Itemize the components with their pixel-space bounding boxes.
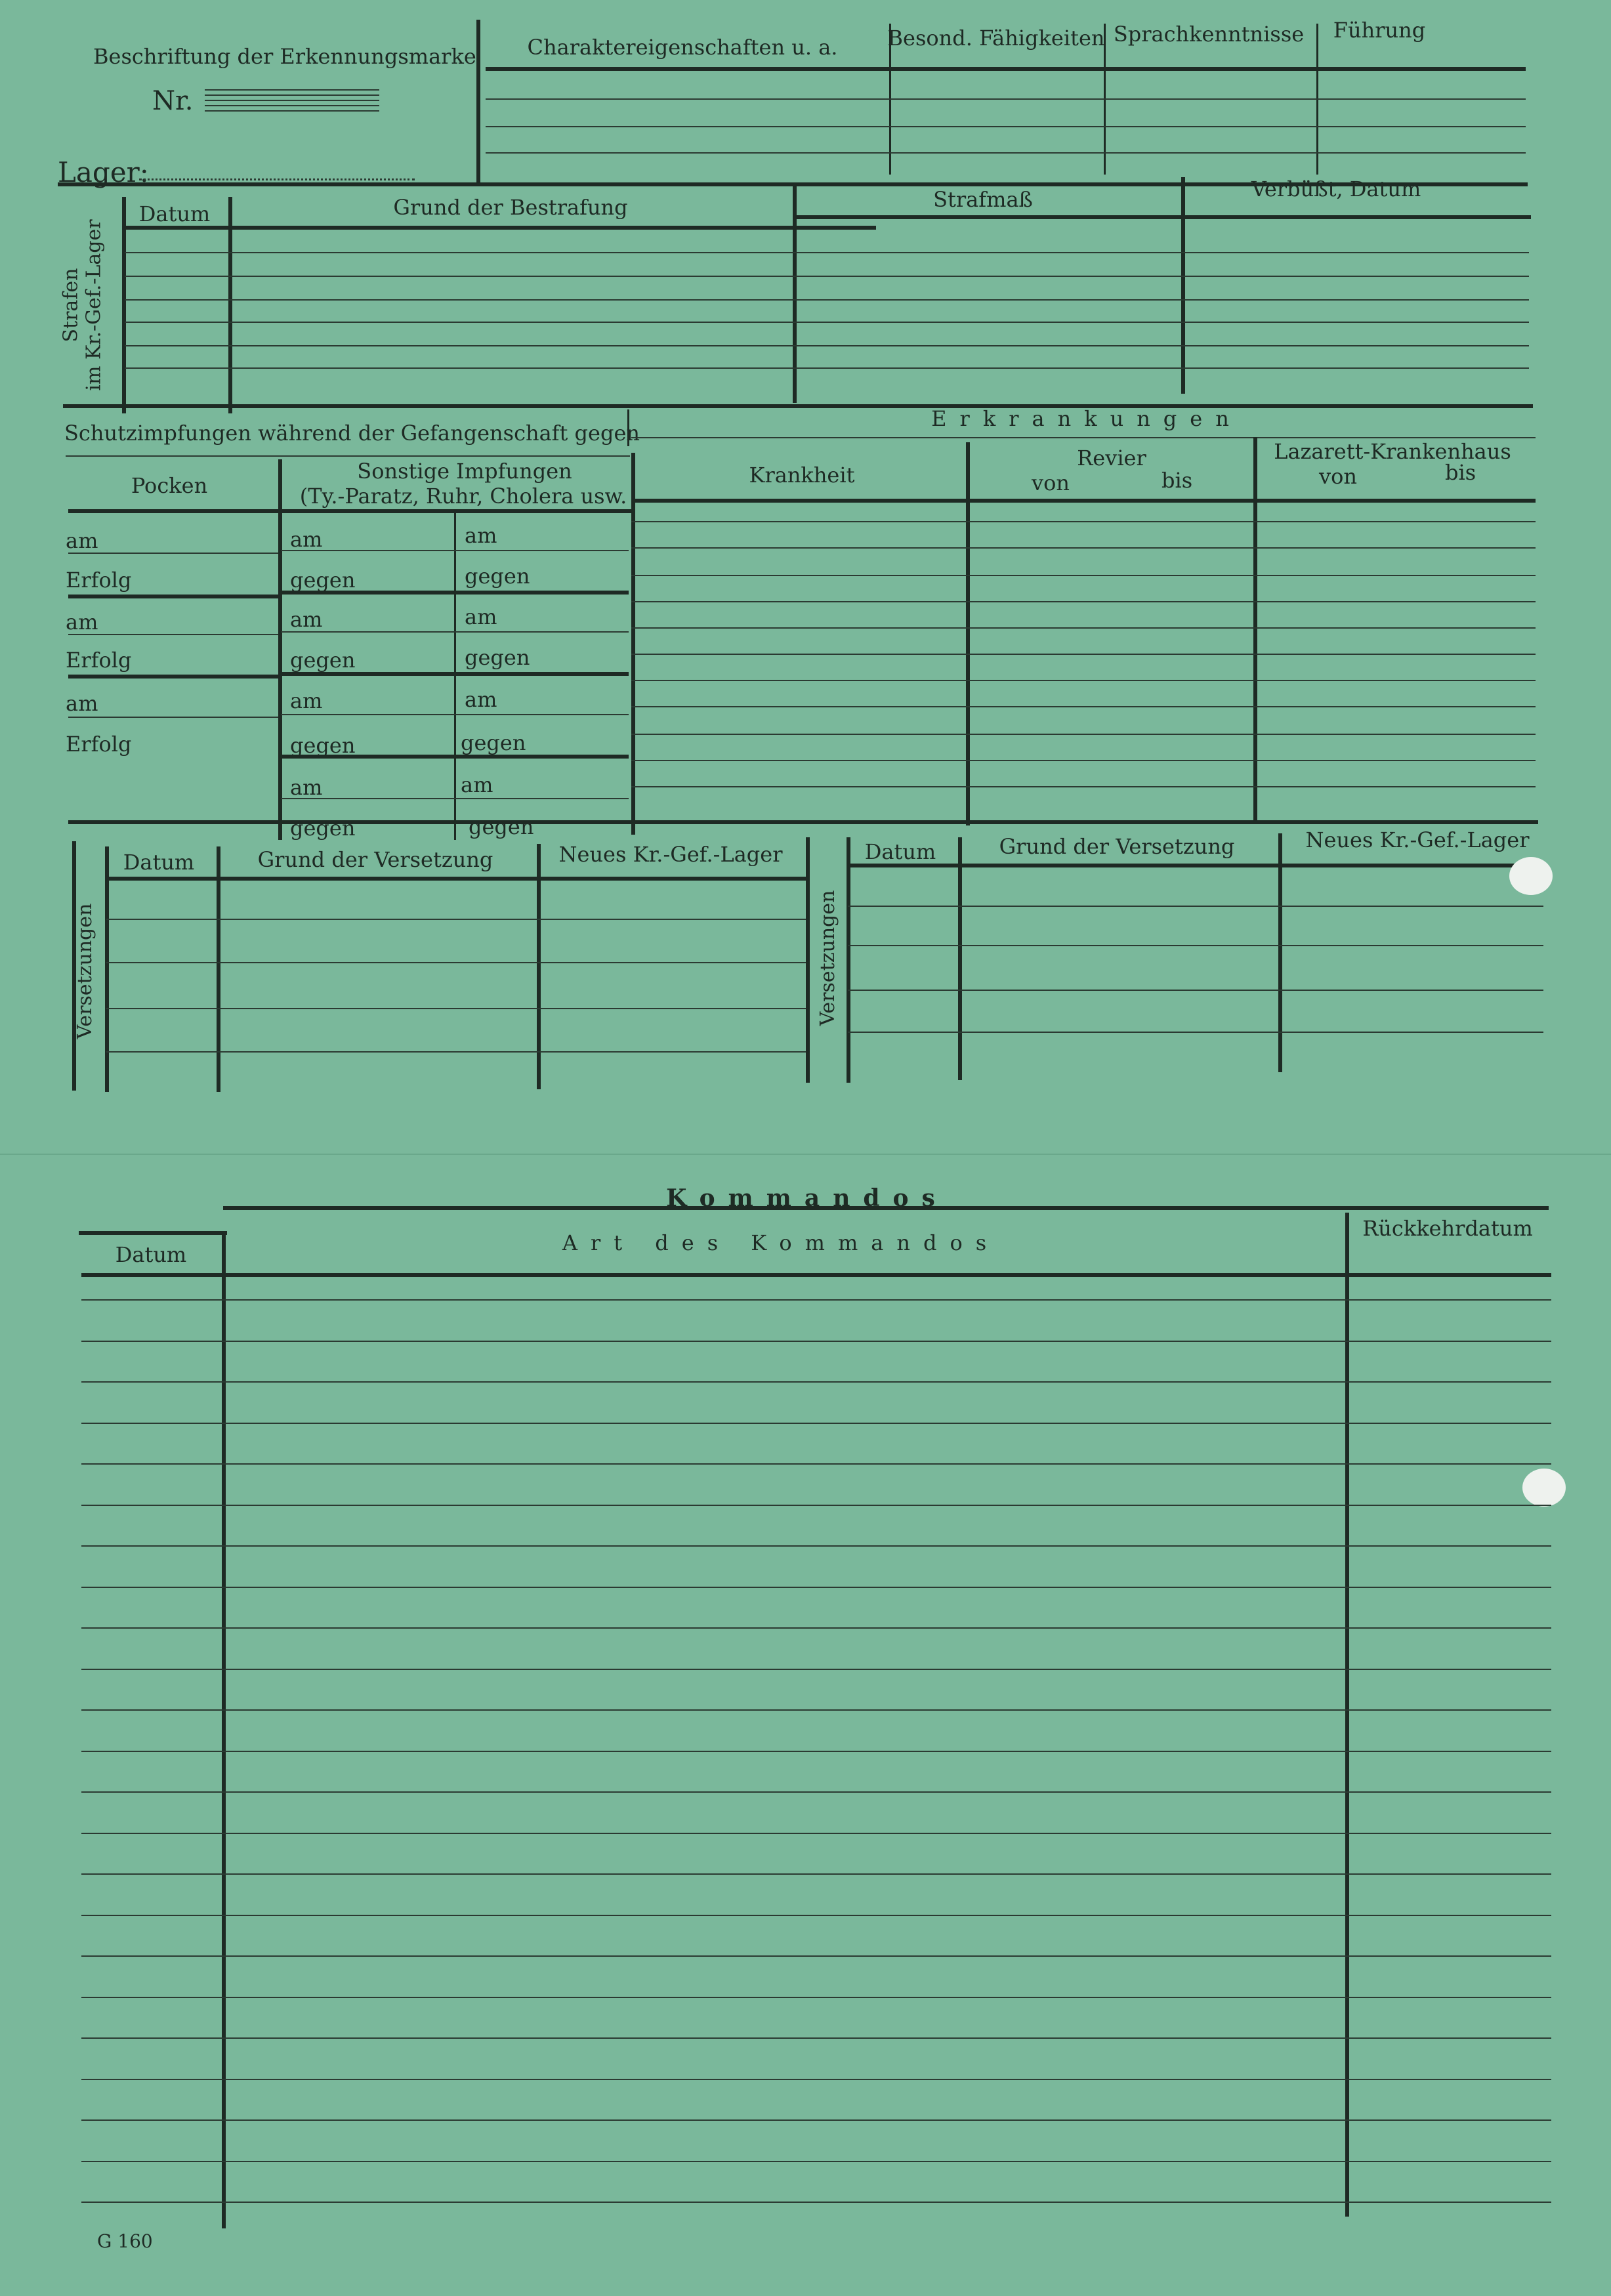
vacc-header-rule (68, 509, 633, 513)
top-header-rule (486, 67, 1526, 71)
vacc-divider-3 (631, 453, 635, 835)
pen-row-line-2 (125, 276, 1529, 277)
pen-row-line-5 (125, 345, 1529, 346)
kommandos-row-line (81, 1381, 1551, 1383)
kommandos-row-line (81, 1627, 1551, 1629)
pen-col-date: Datum (138, 201, 211, 226)
transfers-left-side-label: Versetzungen (73, 903, 96, 1039)
pen-header-rule (125, 226, 876, 230)
vacc-a-6: gegen (290, 733, 356, 758)
illness-col-revier: Revier (1077, 446, 1146, 470)
top-row-line-3 (486, 152, 1526, 154)
vacc-a-4: gegen (290, 648, 356, 673)
kommandos-row-line (81, 1873, 1551, 1875)
pox-line-2 (68, 595, 278, 598)
trr-col-reason: Grund der Versetzung (999, 834, 1235, 859)
nr-line-4 (205, 105, 379, 106)
kom-divider-2 (1345, 1213, 1349, 2217)
pen-header-rule-right (793, 215, 1531, 219)
punch-hole-top (1509, 857, 1553, 895)
illness-title-rule (631, 437, 1536, 438)
trl-line-1 (106, 919, 806, 920)
trl-divider-1 (105, 846, 109, 1092)
kommandos-row-line (81, 1791, 1551, 1793)
vacc-a-5: am (290, 688, 323, 713)
vacc-b-5: am (465, 687, 497, 712)
kommandos-row-line (81, 1505, 1551, 1506)
pen-col-served: Verbüßt, Datum (1251, 177, 1421, 201)
kommandos-row-line (81, 1463, 1551, 1465)
top-divider-1 (476, 20, 480, 184)
nr-line-2 (205, 94, 379, 96)
pen-row-line-4 (125, 322, 1529, 323)
ill-line-1 (631, 521, 1536, 522)
kommandos-row-line (81, 1545, 1551, 1547)
kommandos-row-line (81, 1341, 1551, 1342)
trr-header-rule (848, 864, 1543, 867)
vacc-line-6 (281, 755, 629, 759)
ill-divider-2 (1253, 437, 1257, 824)
ill-line-8 (631, 706, 1536, 707)
vacc-a-1: am (290, 527, 323, 552)
trr-line-4 (848, 1032, 1543, 1033)
transfers-right-side-label: Versetzungen (816, 890, 839, 1026)
top-row-line-1 (486, 98, 1526, 100)
pox-row-2: Erfolg (66, 568, 132, 593)
ill-line-7 (631, 680, 1536, 681)
pen-col-measure: Strafmaß (933, 187, 1033, 212)
nr-label: Nr. (152, 86, 194, 116)
trr-divider-1 (958, 837, 962, 1080)
vacc-other-2: (Ty.-Paratz, Ruhr, Cholera usw. (299, 484, 627, 509)
vacc-title: Schutzimpfungen während der Gefangenschaft gegen (64, 421, 640, 446)
pen-divider-4 (1181, 177, 1185, 394)
pen-row-line-1 (125, 252, 1529, 253)
kom-header-rule (81, 1273, 1551, 1277)
trr-line-2 (848, 945, 1543, 946)
illness-bottom-rule (68, 820, 1538, 824)
trl-header-rule (106, 877, 806, 881)
vacc-title-rule (66, 455, 630, 457)
ill-line-11 (631, 786, 1536, 787)
pen-col-reason: Grund der Bestrafung (393, 195, 628, 220)
vacc-b-7: am (461, 772, 493, 797)
kommandos-top-rule (223, 1206, 1549, 1210)
vacc-b-6: gegen (461, 730, 526, 755)
pox-row-1: am (66, 528, 98, 553)
pox-line-5 (68, 717, 278, 718)
kommandos-row-line (81, 1709, 1551, 1711)
vacc-line-7 (281, 798, 629, 799)
revier-to: bis (1161, 468, 1193, 493)
paper-fold (0, 1154, 1611, 1155)
camp-label: Lager: (58, 156, 149, 188)
kommandos-row-line (81, 1423, 1551, 1424)
kom-col-return: Rückkehrdatum (1362, 1216, 1533, 1241)
kommandos-row-line (81, 1997, 1551, 1998)
vacc-line-4 (281, 672, 629, 676)
pox-row-3: am (66, 610, 98, 635)
trl-line-2 (106, 962, 806, 963)
hospital-to: bis (1445, 460, 1476, 485)
kom-col-date: Datum (115, 1242, 187, 1267)
vacc-a-3: am (290, 607, 323, 632)
punch-hole-bottom (1522, 1469, 1566, 1507)
trr-divider-0 (847, 837, 850, 1083)
ill-line-10 (631, 760, 1536, 761)
kommandos-datum-top-rule (79, 1231, 227, 1235)
kommandos-row-line (81, 1587, 1551, 1588)
ill-line-9 (631, 734, 1536, 735)
kommandos-row-line (81, 1955, 1551, 1957)
trl-col-date: Datum (123, 850, 195, 875)
trl-col-newcamp: Neues Kr.-Gef.-Lager (558, 842, 783, 867)
kommandos-title: Kommandos (666, 1184, 948, 1212)
vacc-line-5 (281, 714, 629, 715)
vacc-a-2: gegen (290, 568, 356, 593)
pox-line-1 (68, 553, 278, 554)
col-languages: Sprachkenntnisse (1113, 22, 1305, 47)
trl-divider-2 (217, 846, 220, 1092)
vacc-b-3: am (465, 604, 497, 629)
vacc-b-4: gegen (465, 645, 530, 670)
pox-line-4 (68, 675, 278, 678)
kommandos-row-line (81, 2202, 1551, 2203)
ill-line-3 (631, 575, 1536, 576)
vacc-b-8: gegen (469, 814, 534, 839)
illness-col-hospital: Lazarett-Krankenhaus (1274, 439, 1511, 464)
vacc-divider-1 (278, 459, 282, 840)
trr-line-3 (848, 990, 1543, 991)
hospital-from: von (1319, 464, 1357, 489)
trl-col-reason: Grund der Versetzung (257, 847, 493, 872)
penalties-side-label: Strafen im Kr.-Gef.-Lager (59, 219, 105, 391)
nr-line-3 (205, 100, 379, 101)
vacc-line-2 (281, 591, 629, 595)
pox-line-3 (68, 634, 278, 635)
trr-divider-2 (1278, 833, 1282, 1072)
pen-row-line-6 (125, 367, 1529, 369)
revier-from: von (1032, 470, 1070, 495)
nr-line-5 (205, 110, 379, 112)
trl-divider-0 (72, 841, 76, 1091)
pen-row-line-3 (125, 299, 1529, 301)
camp-dotted-line (139, 178, 415, 180)
vacc-a-7: am (290, 775, 323, 800)
trl-divider-4 (806, 837, 810, 1083)
kommandos-row-line (81, 1833, 1551, 1834)
pox-row-5: am (66, 691, 98, 716)
vacc-b-2: gegen (465, 564, 530, 589)
kommandos-row-line (81, 2037, 1551, 2039)
vacc-line-1 (281, 550, 629, 551)
kommandos-row-line (81, 2079, 1551, 2080)
ill-line-2 (631, 547, 1536, 549)
nr-line-1 (205, 89, 379, 91)
vacc-b-1: am (465, 523, 497, 548)
vacc-a-8: gegen (290, 816, 356, 841)
kommandos-row-line (81, 1751, 1551, 1752)
trl-line-4 (106, 1051, 806, 1053)
ill-line-6 (631, 654, 1536, 655)
ill-line-4 (631, 601, 1536, 602)
kommandos-row-line (81, 1669, 1551, 1670)
col-character: Charaktereigenschaften u. a. (527, 35, 838, 60)
illness-col-illness: Krankheit (749, 463, 855, 488)
col-conduct: Führung (1333, 18, 1426, 43)
illness-header-rule (631, 499, 1536, 503)
kommandos-row-line (81, 2161, 1551, 2162)
vacc-line-3 (281, 631, 629, 633)
pox-row-4: Erfolg (66, 648, 132, 673)
pen-bottom-rule (63, 404, 1533, 408)
form-code: G 160 (97, 2230, 153, 2252)
kommandos-row-line (81, 1299, 1551, 1301)
trr-col-date: Datum (864, 839, 936, 864)
kommandos-row-line (81, 2119, 1551, 2121)
ill-line-5 (631, 627, 1536, 629)
trl-line-3 (106, 1008, 806, 1009)
vacc-divider-2 (454, 512, 456, 840)
trr-col-newcamp: Neues Kr.-Gef.-Lager (1305, 827, 1530, 852)
kommandos-row-line (81, 1915, 1551, 1916)
vacc-other-1: Sonstige Impfungen (357, 459, 572, 484)
col-abilities: Besond. Fähigkeiten (887, 26, 1105, 51)
top-row-line-2 (486, 126, 1526, 127)
pox-row-6: Erfolg (66, 732, 132, 757)
tag-label: Beschriftung der Erkennungsmarke (93, 44, 476, 69)
illness-title: Erkrankungen (931, 406, 1242, 431)
trr-line-1 (848, 906, 1543, 907)
vacc-title-divider (627, 409, 629, 446)
vacc-pox: Pocken (131, 473, 208, 498)
kom-col-kind: Art des Kommandos (562, 1230, 1000, 1255)
